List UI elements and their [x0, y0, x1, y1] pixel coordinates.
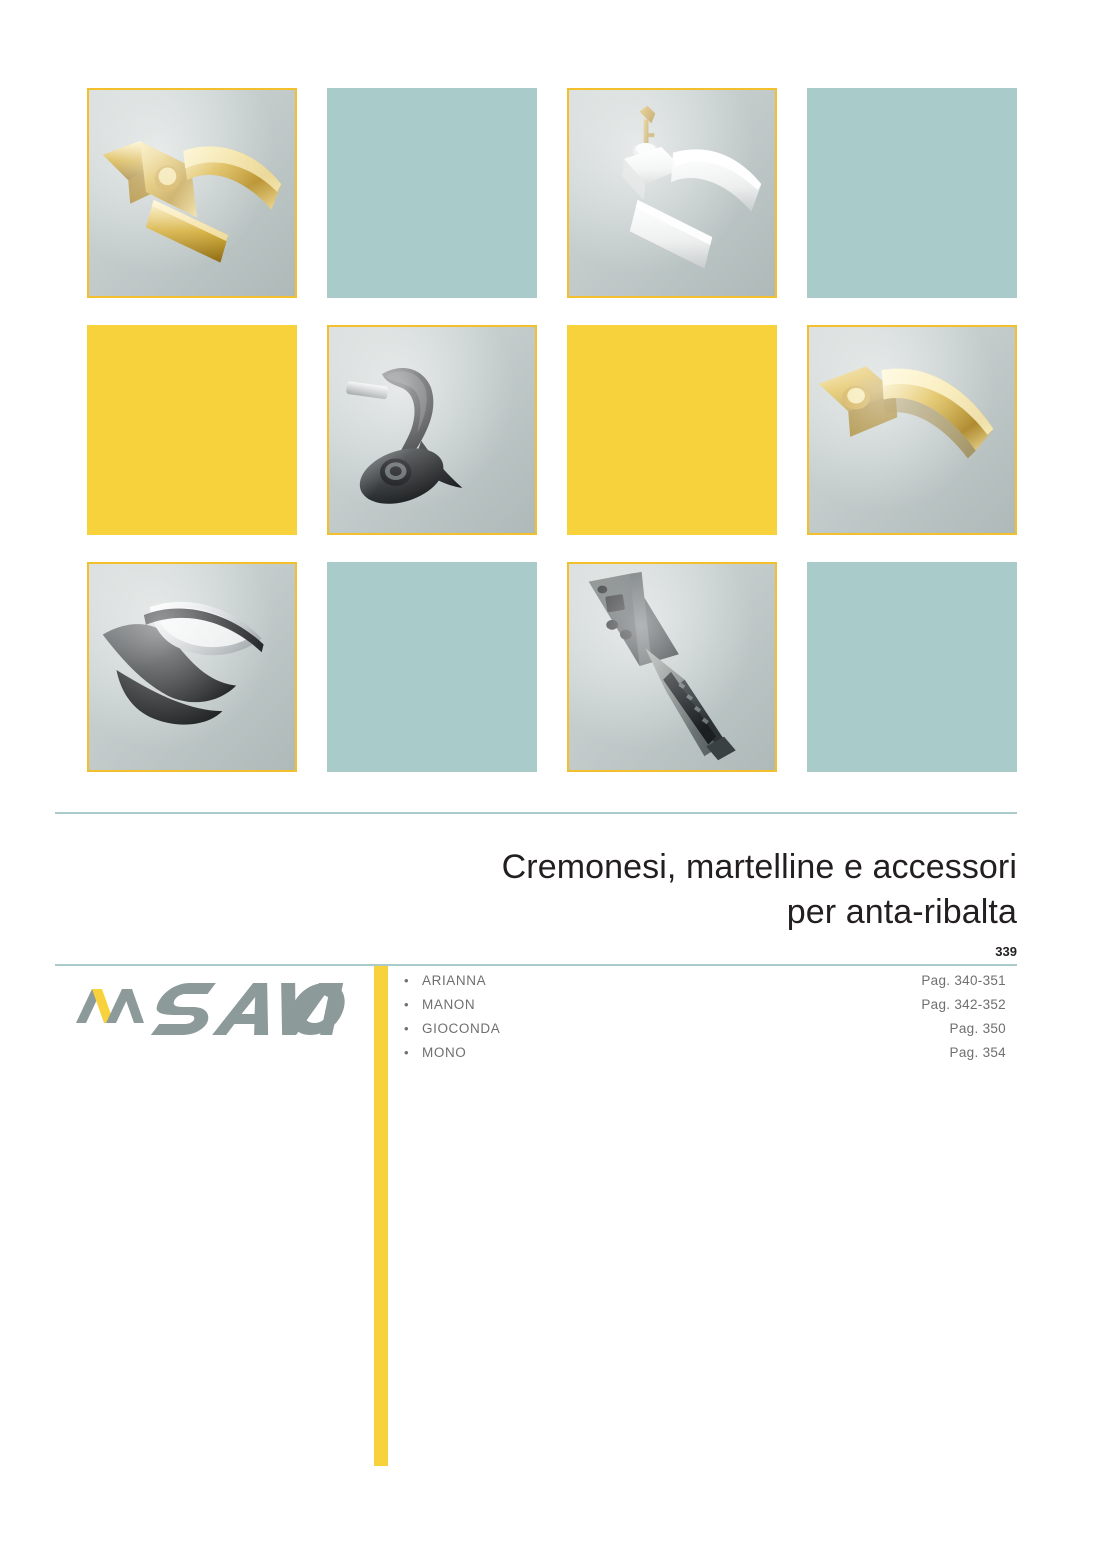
color-tile-yellow [87, 325, 297, 535]
bullet-icon: • [404, 1021, 410, 1036]
product-photo-gold-short-window-handle [807, 325, 1017, 535]
index-item-label: MANON [422, 997, 476, 1012]
bullet-icon: • [404, 1045, 410, 1060]
list-item[interactable] [404, 1045, 1006, 1069]
list-item[interactable] [404, 1021, 1006, 1045]
page-number: 339 [995, 944, 1017, 959]
bullet-icon: • [404, 997, 410, 1012]
color-tile-teal [807, 562, 1017, 772]
index-item-page: Pag. 340-351 [921, 973, 1006, 988]
page-title [317, 845, 1017, 935]
vertical-accent-bar [374, 966, 388, 1466]
color-tile-teal [327, 562, 537, 772]
page-title-line-2: per anta-ribalta [786, 893, 1017, 931]
product-photo-white-locking-window-handle-with-key [567, 88, 777, 298]
logo-wordmark [151, 983, 349, 1035]
index-item-label: MONO [422, 1045, 467, 1060]
divider-top [55, 812, 1017, 814]
product-photo-black-chrome-two-tone-handle [87, 562, 297, 772]
savio-logo [72, 979, 362, 1041]
list-item[interactable] [404, 997, 1006, 1021]
divider-bottom [55, 964, 1017, 966]
product-photo-tilt-and-turn-gear-mechanism [567, 562, 777, 772]
chapter-index [404, 973, 1006, 1069]
page-title-line-1: Cremonesi, martelline e accessori [501, 848, 1017, 886]
color-tile-teal [327, 88, 537, 298]
list-item[interactable] [404, 973, 1006, 997]
logo-chevron-mark [76, 989, 144, 1023]
color-tile-yellow [567, 325, 777, 535]
index-item-page: Pag. 350 [949, 1021, 1006, 1036]
bullet-icon: • [404, 973, 410, 988]
index-item-label: GIOCONDA [422, 1021, 501, 1036]
index-item-page: Pag. 342-352 [921, 997, 1006, 1012]
product-image-grid [87, 88, 1017, 772]
color-tile-teal [807, 88, 1017, 298]
product-photo-black-curved-handle-with-rosette [327, 325, 537, 535]
index-item-page: Pag. 354 [949, 1045, 1006, 1060]
index-item-label: ARIANNA [422, 973, 487, 988]
product-photo-brass-window-handle [87, 88, 297, 298]
